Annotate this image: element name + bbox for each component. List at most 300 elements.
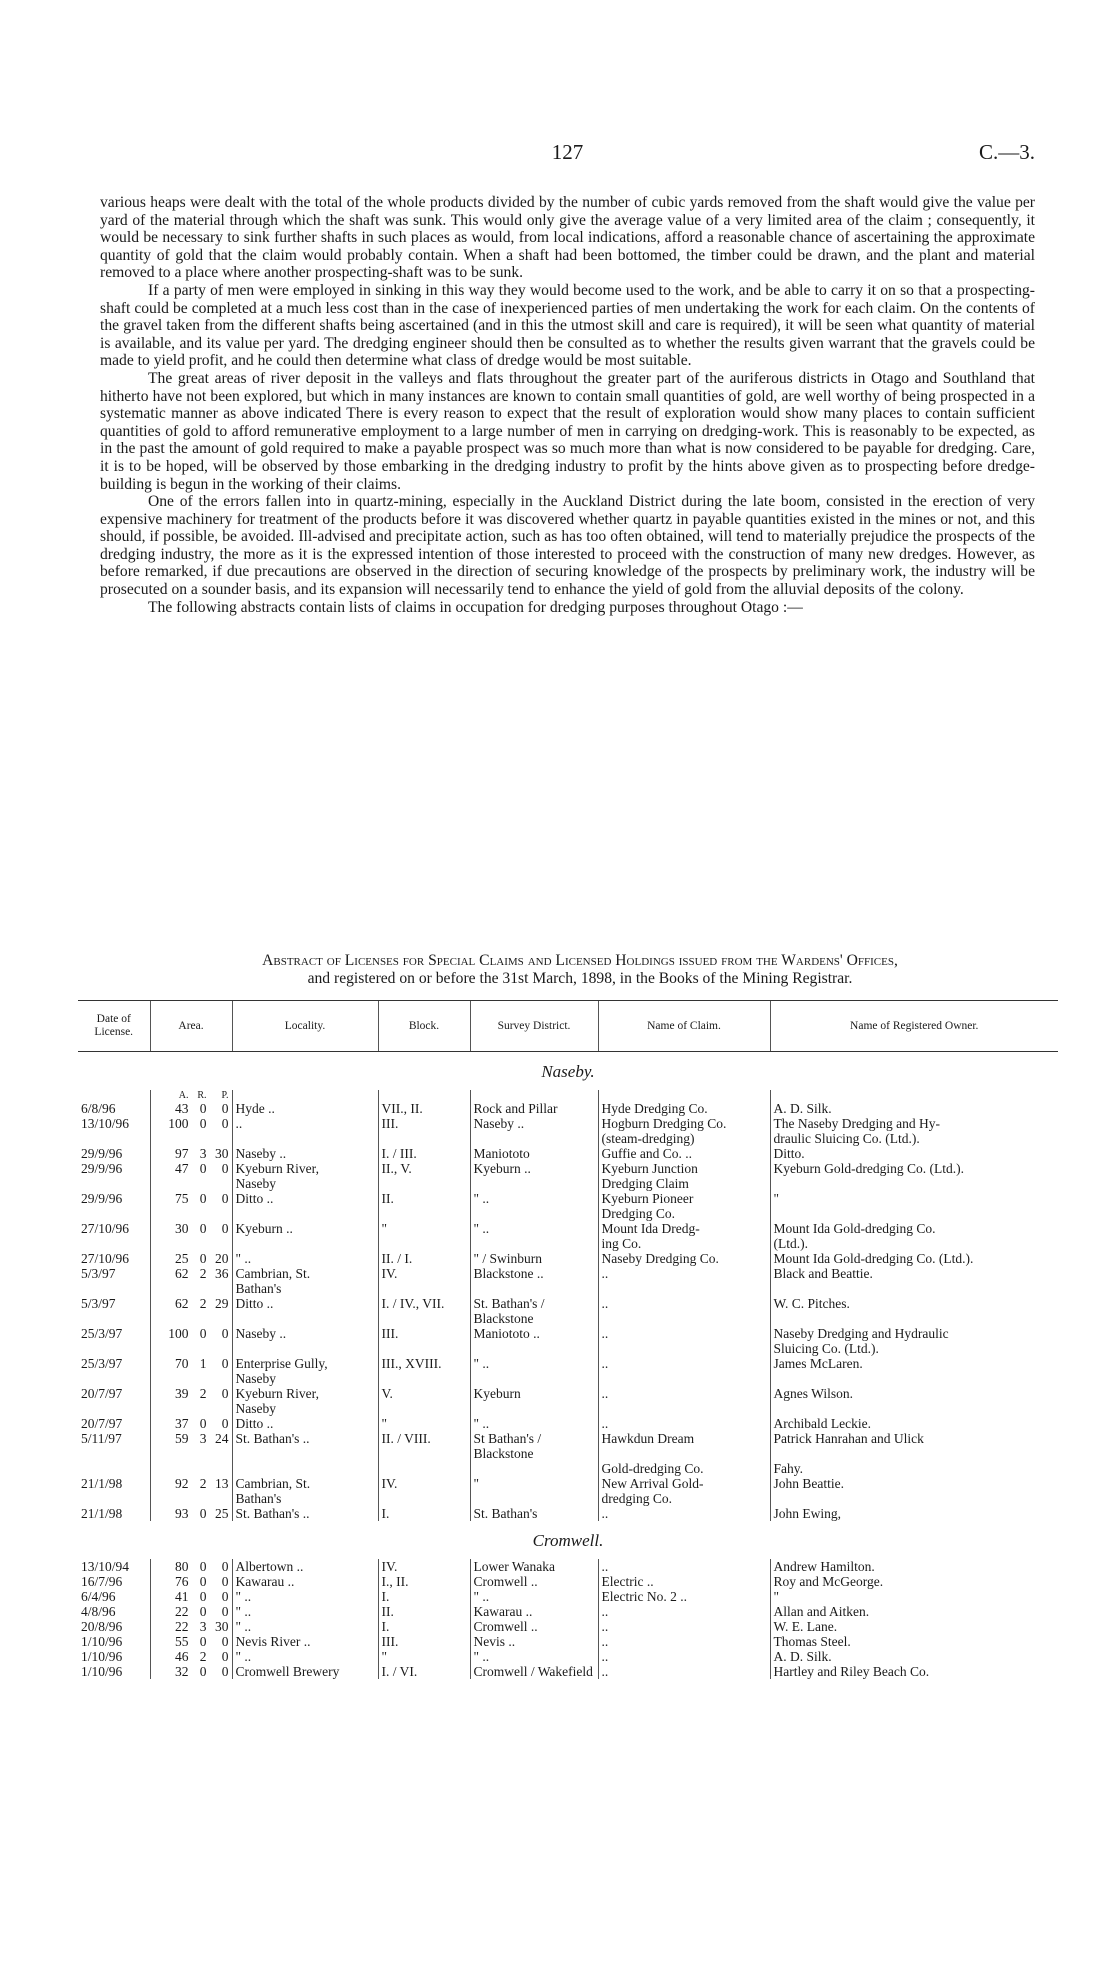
- cell-acres: 93: [175, 1506, 189, 1521]
- cell-locality: [232, 1206, 378, 1221]
- cell-claim: [598, 1401, 770, 1416]
- cell-owner: [770, 1491, 1058, 1506]
- cell-date: 20/8/96: [81, 1619, 123, 1634]
- cell-owner: ": [770, 1191, 1058, 1206]
- cell-owner: Patrick Hanrahan and Ulick: [770, 1431, 1058, 1461]
- cell-block: I. / IV., VII.: [378, 1296, 470, 1326]
- cell-area: [150, 1619, 232, 1634]
- cell-perches: 0: [221, 1221, 229, 1236]
- cell-perches: 0: [221, 1634, 229, 1649]
- cell-survey-district: " ..: [470, 1649, 598, 1664]
- area-values: [154, 1416, 229, 1431]
- cell-acres: 59: [175, 1431, 189, 1446]
- cell-locality: Cromwell Brewery: [232, 1664, 378, 1679]
- unit-p: P.: [221, 1090, 229, 1101]
- cell-perches: 30: [215, 1146, 229, 1161]
- table-row: [78, 1116, 1058, 1131]
- area-values: [154, 1101, 229, 1116]
- cell-acres: 22: [175, 1604, 189, 1619]
- cell-acres: 80: [175, 1559, 189, 1574]
- header-survey-district: Survey District.: [470, 1001, 598, 1052]
- cell-locality: ..: [232, 1116, 378, 1131]
- cell-claim: Dredging Claim: [598, 1176, 770, 1191]
- cell-claim: ..: [598, 1604, 770, 1619]
- cell-area: [150, 1461, 232, 1476]
- cell-area: [150, 1281, 232, 1296]
- table-header-row: [78, 1001, 1058, 1052]
- cell-survey-district: Maniototo: [470, 1146, 598, 1161]
- cell-date: 13/10/96: [81, 1116, 130, 1131]
- area-values: [154, 1386, 229, 1401]
- table-row: [78, 1221, 1058, 1236]
- cell-locality: Ditto ..: [232, 1416, 378, 1431]
- cell-roods: 0: [199, 1161, 207, 1176]
- cell-survey-district: St. Bathan's / Blackstone: [470, 1296, 598, 1326]
- cell-area: [150, 1604, 232, 1619]
- cell-owner: John Ewing,: [770, 1506, 1058, 1521]
- area-values: [154, 1476, 229, 1491]
- cell-owner: [770, 1401, 1058, 1416]
- cell-perches: 20: [215, 1251, 229, 1266]
- cell-area: [150, 1251, 232, 1266]
- cell-claim: New Arrival Gold-: [598, 1476, 770, 1491]
- table-body: [78, 1052, 1058, 1680]
- cell-survey-district: " ..: [470, 1356, 598, 1371]
- cell-owner: [770, 1206, 1058, 1221]
- body-text: [100, 194, 1035, 616]
- cell-perches: 13: [215, 1476, 229, 1491]
- cell-block: IV.: [378, 1266, 470, 1281]
- cell-block: V.: [378, 1386, 470, 1401]
- cell-locality: Bathan's: [232, 1281, 378, 1296]
- cell-date: 5/11/97: [81, 1431, 122, 1446]
- cell-roods: 1: [199, 1356, 207, 1371]
- cell-perches: 0: [221, 1161, 229, 1176]
- area-values: [154, 1221, 229, 1236]
- cell-survey-district: St Bathan's / Blackstone: [470, 1431, 598, 1461]
- cell-acres: 70: [175, 1356, 189, 1371]
- cell-date: 4/8/96: [81, 1604, 116, 1619]
- table-row: [78, 1401, 1058, 1416]
- cell-area: [150, 1431, 232, 1461]
- cell-survey-district: [470, 1206, 598, 1221]
- cell-date: [78, 1206, 150, 1221]
- cell-perches: 0: [221, 1604, 229, 1619]
- cell-perches: 0: [221, 1191, 229, 1206]
- cell-area: [150, 1101, 232, 1116]
- table-row: [78, 1371, 1058, 1386]
- cell-perches: 0: [221, 1326, 229, 1341]
- cell-area: [150, 1326, 232, 1341]
- table-row: [78, 1161, 1058, 1176]
- cell-claim: Hyde Dredging Co.: [598, 1101, 770, 1116]
- cell-block: [378, 1491, 470, 1506]
- cell-locality: Enterprise Gully,: [232, 1356, 378, 1371]
- cell-perches: 0: [221, 1116, 229, 1131]
- table-row: [78, 1559, 1058, 1574]
- cell-area: [150, 1131, 232, 1146]
- cell-survey-district: " / Swinburn: [470, 1251, 598, 1266]
- cell-block: IV.: [378, 1559, 470, 1574]
- cell-locality: Cambrian, St.: [232, 1266, 378, 1281]
- paragraph-2: If a party of men were employed in sinking in this way they would become used to the work, and be able to carry it on so that a prospecting-shaft could be completed at a much less cost than in the case of inexperienced parties of men undertaking the work for each claim. On the contents of the gravel taken from the different shafts being ascertained (and in this the utmost skill and care is required), it will be seen what quantity of material is available, and its value per yard. The dredging engineer should then be consulted as to whether the results given warrant that the gravels could be made to yield profit, and he could then determine what class of dredge would be most suitable.: [100, 281, 1035, 370]
- cell-claim: ..: [598, 1386, 770, 1401]
- area-values: [154, 1559, 229, 1574]
- cell-survey-district: [470, 1131, 598, 1146]
- cell-block: [378, 1461, 470, 1476]
- cell-survey-district: [470, 1281, 598, 1296]
- cell-date: 29/9/96: [81, 1146, 123, 1161]
- cell-acres: 62: [175, 1266, 189, 1281]
- cell-locality: Albertown ..: [232, 1559, 378, 1574]
- cell-survey-district: Blackstone ..: [470, 1266, 598, 1281]
- cell-area: [150, 1176, 232, 1191]
- page-header: [100, 140, 1035, 174]
- cell-survey-district: Rock and Pillar: [470, 1101, 598, 1116]
- cell-area: [150, 1221, 232, 1236]
- table-row: [78, 1604, 1058, 1619]
- table-row: [78, 1491, 1058, 1506]
- cell-date: 13/10/94: [81, 1559, 130, 1574]
- cell-area: [150, 1236, 232, 1251]
- cell-perches: 25: [215, 1506, 229, 1521]
- cell-claim: Mount Ida Dredg-: [598, 1221, 770, 1236]
- cell-claim: ..: [598, 1356, 770, 1371]
- cell-locality: [232, 1236, 378, 1251]
- table-row: [78, 1236, 1058, 1251]
- table-row: [78, 1266, 1058, 1281]
- cell-acres: 46: [175, 1649, 189, 1664]
- cell-claim: Electric No. 2 ..: [598, 1589, 770, 1604]
- paragraph-4: One of the errors fallen into in quartz-mining, especially in the Auckland District during the late boom, consisted in the erection of very expensive machinery for treatment of the products before it was discovered whether quartz in payable quantities existed in the mines or not, and this should, if possible, be avoided. Ill-advised and precipitate action, such as has too often obtained, will tend to materially prejudice the prospects of the dredging industry, the more as it is the expressed intention of those interested to proceed with the construction of many new dredges. However, as before remarked, if due precautions are observed in the direction of securing knowledge of the prospects by preliminary work, the industry will be prosecuted on a sounder basis, and its expansion will necessarily tend to enhance the yield of gold from the alluvial deposits of the colony.: [100, 493, 1035, 599]
- cell-block: I. / VI.: [378, 1664, 470, 1679]
- cell-owner: A. D. Silk.: [770, 1101, 1058, 1116]
- cell-block: [378, 1206, 470, 1221]
- cell-block: [378, 1401, 470, 1416]
- cell-block: VII., II.: [378, 1101, 470, 1116]
- cell-block: II. / I.: [378, 1251, 470, 1266]
- section-heading: Cromwell.: [532, 1531, 604, 1550]
- cell-perches: 0: [221, 1416, 229, 1431]
- claims-table: [78, 1000, 1058, 1679]
- section-heading: Naseby.: [541, 1062, 595, 1081]
- cell-owner: The Naseby Dredging and Hy-: [770, 1116, 1058, 1131]
- cell-owner: [770, 1281, 1058, 1296]
- cell-area: [150, 1356, 232, 1371]
- cell-area: [150, 1116, 232, 1131]
- cell-owner: James McLaren.: [770, 1356, 1058, 1371]
- cell-survey-district: Maniototo ..: [470, 1326, 598, 1341]
- table-row: [78, 1386, 1058, 1401]
- cell-date: [78, 1176, 150, 1191]
- cell-block: I.: [378, 1589, 470, 1604]
- cell-owner: Mount Ida Gold-dredging Co. (Ltd.).: [770, 1251, 1058, 1266]
- cell-locality: Bathan's: [232, 1491, 378, 1506]
- cell-survey-district: St. Bathan's: [470, 1506, 598, 1521]
- cell-roods: 0: [199, 1191, 207, 1206]
- cell-block: [378, 1341, 470, 1356]
- cell-owner: Archibald Leckie.: [770, 1416, 1058, 1431]
- cell-survey-district: [470, 1371, 598, 1386]
- cell-owner: Black and Beattie.: [770, 1266, 1058, 1281]
- abstract-title-line-2: and registered on or before the 31st March, 1898, in the Books of the Mining Registrar.: [307, 970, 853, 987]
- cell-owner: Agnes Wilson.: [770, 1386, 1058, 1401]
- cell-survey-district: Nevis ..: [470, 1634, 598, 1649]
- cell-claim: Gold-dredging Co.: [598, 1461, 770, 1476]
- cell-perches: 0: [221, 1589, 229, 1604]
- cell-date: 25/3/97: [81, 1326, 123, 1341]
- area-values: [154, 1161, 229, 1176]
- cell-roods: 0: [199, 1416, 207, 1431]
- cell-locality: Nevis River ..: [232, 1634, 378, 1649]
- cell-date: 16/7/96: [81, 1574, 123, 1589]
- cell-perches: 0: [221, 1101, 229, 1116]
- cell-claim: Kyeburn Junction: [598, 1161, 770, 1176]
- cell-block: I. / III.: [378, 1146, 470, 1161]
- cell-claim: (steam-dredging): [598, 1131, 770, 1146]
- table-row: [78, 1281, 1058, 1296]
- area-values: [154, 1326, 229, 1341]
- cell-block: ": [378, 1221, 470, 1236]
- area-values: [154, 1251, 229, 1266]
- units-spacer: [232, 1090, 378, 1101]
- area-values: [154, 1431, 229, 1446]
- area-values: [154, 1356, 229, 1371]
- cell-perches: 0: [221, 1356, 229, 1371]
- cell-claim: ..: [598, 1649, 770, 1664]
- cell-date: 21/1/98: [81, 1506, 123, 1521]
- cell-survey-district: [470, 1176, 598, 1191]
- cell-locality: " ..: [232, 1619, 378, 1634]
- cell-area: [150, 1191, 232, 1206]
- cell-date: [78, 1401, 150, 1416]
- cell-locality: Hyde ..: [232, 1101, 378, 1116]
- claims-table-wrap: [78, 1000, 1058, 1679]
- cell-survey-district: Lower Wanaka: [470, 1559, 598, 1574]
- cell-survey-district: " ..: [470, 1191, 598, 1206]
- cell-roods: 0: [199, 1664, 207, 1679]
- cell-survey-district: [470, 1341, 598, 1356]
- cell-locality: Kyeburn River,: [232, 1161, 378, 1176]
- table-row: [78, 1146, 1058, 1161]
- unit-r: R.: [197, 1090, 207, 1101]
- table-row: [78, 1251, 1058, 1266]
- cell-locality: Naseby: [232, 1401, 378, 1416]
- cell-area: [150, 1386, 232, 1401]
- cell-date: 21/1/98: [81, 1476, 123, 1491]
- area-units: [150, 1090, 232, 1101]
- table-row: [78, 1356, 1058, 1371]
- cell-roods: 2: [199, 1386, 207, 1401]
- cell-survey-district: [470, 1401, 598, 1416]
- cell-roods: 0: [199, 1634, 207, 1649]
- cell-roods: 0: [199, 1506, 207, 1521]
- cell-owner: ": [770, 1589, 1058, 1604]
- paragraph-1: various heaps were dealt with the total of the whole products divided by the number of cubic yards removed from the shaft would give the value per yard of the material through which the shaft was sunk. This would only give the average value of a very limited area of the claim ; consequently, it would be necessary to sink further shafts in such places as would, from local indications, afford a reasonable chance of ascertaining the approximate quantity of gold that the claim would probably contain. When a shaft had been bottomed, the timber could be drawn, and the plant and material removed to a place where another prospecting-shaft was to be sunk.: [100, 194, 1035, 282]
- cell-claim: Hogburn Dredging Co.: [598, 1116, 770, 1131]
- cell-acres: 37: [175, 1416, 189, 1431]
- cell-acres: 76: [175, 1574, 189, 1589]
- cell-survey-district: Kawarau ..: [470, 1604, 598, 1619]
- cell-area: [150, 1401, 232, 1416]
- cell-block: II.: [378, 1191, 470, 1206]
- cell-acres: 47: [175, 1161, 189, 1176]
- cell-acres: 75: [175, 1191, 189, 1206]
- cell-claim: ..: [598, 1664, 770, 1679]
- cell-area: [150, 1491, 232, 1506]
- header-date: Date of License.: [78, 1001, 150, 1052]
- area-values: [154, 1266, 229, 1281]
- table-row: [78, 1619, 1058, 1634]
- cell-owner: W. E. Lane.: [770, 1619, 1058, 1634]
- cell-date: 20/7/97: [81, 1386, 123, 1401]
- cell-claim: ..: [598, 1296, 770, 1326]
- cell-acres: 22: [175, 1619, 189, 1634]
- cell-block: [378, 1281, 470, 1296]
- cell-roods: 2: [199, 1649, 207, 1664]
- cell-locality: Naseby ..: [232, 1326, 378, 1341]
- cell-block: III., XVIII.: [378, 1356, 470, 1371]
- cell-roods: 0: [199, 1251, 207, 1266]
- cell-acres: 30: [175, 1221, 189, 1236]
- cell-area: [150, 1371, 232, 1386]
- cell-perches: 0: [221, 1386, 229, 1401]
- cell-locality: Naseby ..: [232, 1146, 378, 1161]
- cell-owner: Hartley and Riley Beach Co.: [770, 1664, 1058, 1679]
- cell-area: [150, 1634, 232, 1649]
- cell-block: I., II.: [378, 1574, 470, 1589]
- cell-roods: 0: [199, 1604, 207, 1619]
- cell-claim: ..: [598, 1326, 770, 1341]
- cell-owner: Andrew Hamilton.: [770, 1559, 1058, 1574]
- cell-date: 5/3/97: [81, 1266, 116, 1281]
- cell-claim: ..: [598, 1266, 770, 1281]
- table-row: [78, 1476, 1058, 1491]
- cell-block: III.: [378, 1116, 470, 1131]
- cell-acres: 100: [168, 1326, 189, 1341]
- cell-area: [150, 1206, 232, 1221]
- cell-locality: Cambrian, St.: [232, 1476, 378, 1491]
- cell-date: [78, 1461, 150, 1476]
- table-row: [78, 1416, 1058, 1431]
- area-values: [154, 1664, 229, 1679]
- cell-perches: 36: [215, 1266, 229, 1281]
- cell-date: 29/9/96: [81, 1191, 123, 1206]
- area-values: [154, 1116, 229, 1131]
- units-spacer: [78, 1090, 150, 1101]
- cell-block: II. / VIII.: [378, 1431, 470, 1461]
- cell-roods: 2: [199, 1476, 207, 1491]
- cell-locality: [232, 1341, 378, 1356]
- cell-owner: [770, 1371, 1058, 1386]
- cell-date: 20/7/97: [81, 1416, 123, 1431]
- cell-acres: 32: [175, 1664, 189, 1679]
- cell-survey-district: Kyeburn ..: [470, 1161, 598, 1176]
- cell-claim: Electric ..: [598, 1574, 770, 1589]
- cell-owner: Fahy.: [770, 1461, 1058, 1476]
- cell-claim: ..: [598, 1506, 770, 1521]
- cell-roods: 3: [199, 1146, 207, 1161]
- cell-roods: 0: [199, 1559, 207, 1574]
- cell-perches: 24: [215, 1431, 229, 1446]
- cell-date: 25/3/97: [81, 1356, 123, 1371]
- cell-date: 27/10/96: [81, 1221, 130, 1236]
- cell-acres: 41: [175, 1589, 189, 1604]
- cell-acres: 97: [175, 1146, 189, 1161]
- cell-survey-district: " ..: [470, 1221, 598, 1236]
- cell-roods: 3: [199, 1431, 207, 1446]
- cell-locality: [232, 1461, 378, 1476]
- cell-claim: Dredging Co.: [598, 1206, 770, 1221]
- area-values: [154, 1589, 229, 1604]
- cell-area: [150, 1476, 232, 1491]
- cell-date: 1/10/96: [81, 1664, 123, 1679]
- cell-block: [378, 1131, 470, 1146]
- cell-block: [378, 1236, 470, 1251]
- cell-perches: 30: [215, 1619, 229, 1634]
- table-row: [78, 1664, 1058, 1679]
- units-spacer: [598, 1090, 770, 1101]
- table-row: [78, 1634, 1058, 1649]
- units-spacer: [770, 1090, 1058, 1101]
- cell-locality: " ..: [232, 1604, 378, 1619]
- cell-date: 1/10/96: [81, 1634, 123, 1649]
- area-values: [154, 1506, 229, 1521]
- table-row: [78, 1101, 1058, 1116]
- cell-claim: ..: [598, 1416, 770, 1431]
- cell-area: [150, 1589, 232, 1604]
- area-values: [154, 1146, 229, 1161]
- cell-acres: 43: [175, 1101, 189, 1116]
- cell-acres: 92: [175, 1476, 189, 1491]
- table-row: [78, 1131, 1058, 1146]
- cell-acres: 25: [175, 1251, 189, 1266]
- area-values: [154, 1649, 229, 1664]
- table-row: [78, 1574, 1058, 1589]
- cell-survey-district: [470, 1461, 598, 1476]
- cell-block: II., V.: [378, 1161, 470, 1176]
- cell-owner: W. C. Pitches.: [770, 1296, 1058, 1326]
- cell-acres: 100: [168, 1116, 189, 1131]
- cell-survey-district: ": [470, 1476, 598, 1491]
- unit-a: A.: [178, 1090, 189, 1101]
- cell-claim: Hawkdun Dream: [598, 1431, 770, 1461]
- cell-acres: 39: [175, 1386, 189, 1401]
- cell-block: IV.: [378, 1476, 470, 1491]
- cell-date: 1/10/96: [81, 1649, 123, 1664]
- section-heading-row: [78, 1521, 1058, 1559]
- cell-owner: Ditto.: [770, 1146, 1058, 1161]
- cell-locality: Kawarau ..: [232, 1574, 378, 1589]
- cell-owner: Allan and Aitken.: [770, 1604, 1058, 1619]
- units-row: [78, 1090, 1058, 1101]
- cell-area: [150, 1161, 232, 1176]
- cell-area: [150, 1296, 232, 1326]
- cell-area: [150, 1574, 232, 1589]
- cell-block: II.: [378, 1604, 470, 1619]
- cell-survey-district: Kyeburn: [470, 1386, 598, 1401]
- cell-locality: [232, 1131, 378, 1146]
- cell-locality: " ..: [232, 1589, 378, 1604]
- table-row: [78, 1206, 1058, 1221]
- cell-locality: St. Bathan's ..: [232, 1431, 378, 1461]
- header-owner: Name of Registered Owner.: [770, 1001, 1058, 1052]
- section-heading-row: [78, 1052, 1058, 1091]
- cell-block: [378, 1176, 470, 1191]
- cell-locality: Naseby: [232, 1371, 378, 1386]
- header-area: Area.: [150, 1001, 232, 1052]
- cell-claim: [598, 1281, 770, 1296]
